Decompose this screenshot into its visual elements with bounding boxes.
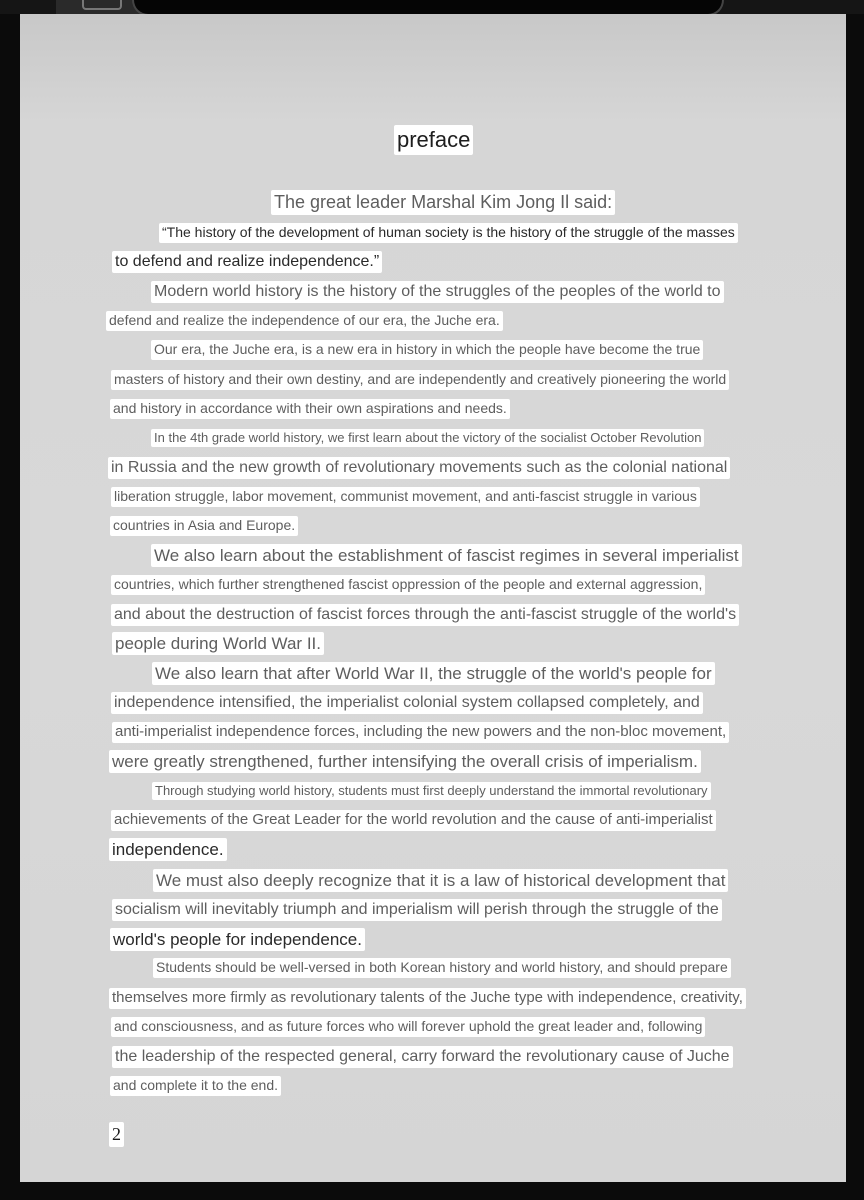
text-line: to defend and realize independence.” (112, 251, 382, 273)
text-line: Our era, the Juche era, is a new era in history in which the people have become the true (151, 340, 703, 360)
text-line: We must also deeply recognize that it is a law of historical development that (153, 869, 728, 892)
text-line: and history in accordance with their own aspirations and needs. (110, 399, 510, 419)
text-line: defend and realize the independence of our era, the Juche era. (106, 311, 503, 331)
text-line: the leadership of the respected general, carry forward the revolutionary cause of Juche (112, 1046, 733, 1068)
text-line: and complete it to the end. (110, 1076, 281, 1096)
text-line: “The history of the development of human society is the history of the struggle of the masses (159, 223, 738, 243)
text-line: were greatly strengthened, further intensifying the overall crisis of imperialism. (109, 750, 701, 773)
text-line: Modern world history is the history of the struggles of the peoples of the world to (151, 281, 724, 303)
document-page (20, 14, 846, 1182)
text-line: The great leader Marshal Kim Jong Il said: (271, 190, 615, 215)
text-line: countries, which further strengthened fascist oppression of the people and external aggression, (111, 575, 705, 595)
text-line: anti-imperialist independence forces, including the new powers and the non-bloc movement, (112, 722, 729, 743)
text-line: and about the destruction of fascist forces through the anti-fascist struggle of the world's (111, 604, 739, 626)
page-number: 2 (109, 1122, 124, 1147)
text-line: Students should be well-versed in both Korean history and world history, and should prepare (153, 958, 731, 978)
text-line: We also learn that after World War II, the struggle of the world's people for (152, 662, 715, 685)
text-line: independence intensified, the imperialist colonial system collapsed completely, and (111, 692, 703, 714)
text-line: liberation struggle, labor movement, communist movement, and anti-fascist struggle in various (111, 487, 700, 507)
text-line: We also learn about the establishment of fascist regimes in several imperialist (151, 544, 742, 567)
text-line: and consciousness, and as future forces who will forever uphold the great leader and, following (111, 1017, 705, 1037)
text-line: achievements of the Great Leader for the world revolution and the cause of anti-imperialist (111, 810, 716, 831)
text-line: countries in Asia and Europe. (110, 516, 298, 536)
text-line: socialism will inevitably triumph and imperialism will perish through the struggle of the (112, 899, 722, 921)
text-line: people during World War II. (112, 632, 324, 655)
page-title: preface (394, 125, 473, 155)
text-line: Through studying world history, students must first deeply understand the immortal revolutionary (152, 782, 711, 800)
text-line: in Russia and the new growth of revolutionary movements such as the colonial national (108, 457, 730, 479)
text-line: independence. (109, 838, 227, 861)
text-line: masters of history and their own destiny, and are independently and creatively pioneering the world (111, 370, 729, 390)
text-line: world's people for independence. (110, 928, 365, 951)
text-line: themselves more firmly as revolutionary talents of the Juche type with independence, creativity, (109, 988, 746, 1009)
sidebar-icon (82, 0, 122, 10)
text-line: In the 4th grade world history, we first learn about the victory of the socialist October Revolution (151, 429, 704, 447)
